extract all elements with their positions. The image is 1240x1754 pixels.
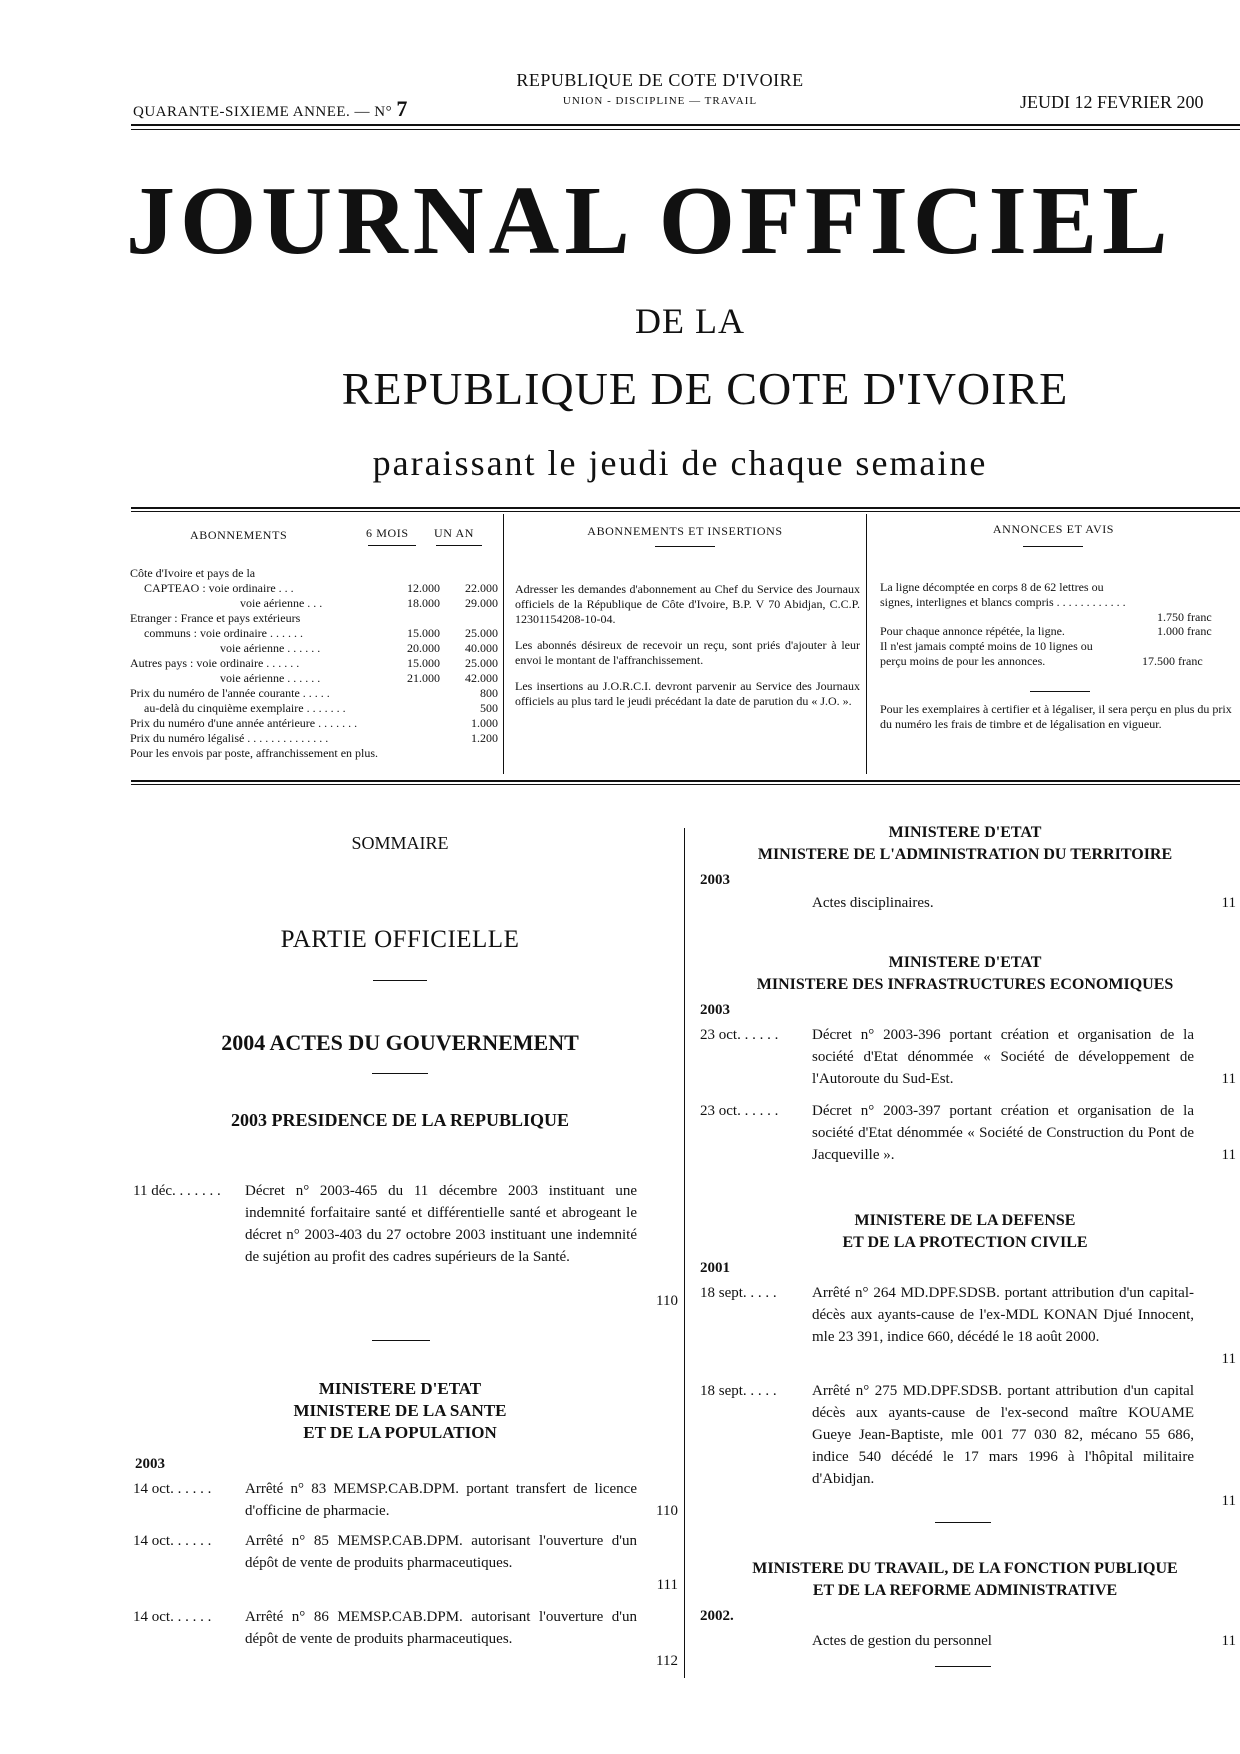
rate-label: voie aérienne . . . . . . xyxy=(220,641,321,655)
insertions-p2: Les abonnés désireux de recevoir un reçu, sont priés d'ajouter à leur envoi le montant de l'affranchissement. xyxy=(515,638,860,667)
rate-label: Autres pays : voie ordinaire . . . . . . xyxy=(130,656,300,670)
toc-entry[interactable] xyxy=(700,1100,1236,1166)
infra-heading-line: MINISTERE DES INFRASTRUCTURES ECONOMIQUES xyxy=(756,976,1174,993)
toc-entry[interactable] xyxy=(700,1380,1236,1512)
rate-6-mois: 20.000 xyxy=(407,641,440,655)
annonce-rate-price: 1.000 franc xyxy=(1157,624,1212,638)
entry-text: Actes disciplinaires. xyxy=(812,895,934,911)
annonces-rates xyxy=(880,580,1240,732)
territoire-heading xyxy=(690,822,1240,866)
rate-label: Pour les envois par poste, affranchissement en plus. xyxy=(130,746,379,760)
rate-un-an: 25.000 xyxy=(465,656,498,670)
masthead-de-la: DE LA xyxy=(635,301,745,341)
rate-un-an: 29.000 xyxy=(465,596,498,610)
entry-text: Arrêté n° 85 MEMSP.CAB.DPM. autorisant l'ouverture d'un dépôt de vente de produits pharmaceutiques. xyxy=(245,1533,637,1571)
sante-heading-line: MINISTERE D'ETAT xyxy=(318,1379,482,1398)
section-rule xyxy=(373,980,427,981)
country-name: REPUBLIQUE DE COTE D'IVOIRE xyxy=(516,70,804,90)
entry-page: 11 xyxy=(1221,1351,1236,1367)
journal-title: JOURNAL OFFICIEL xyxy=(126,167,1173,275)
rate-un-an: 22.000 xyxy=(465,581,498,595)
entry-date: 23 oct. . . . . . xyxy=(700,1027,779,1043)
rate-label: voie aérienne . . . xyxy=(240,596,323,610)
defense-year: 2001 xyxy=(700,1260,730,1276)
territoire-heading-line: MINISTERE D'ETAT xyxy=(888,824,1042,841)
box-divider-2 xyxy=(866,514,867,774)
rate-un-an: 40.000 xyxy=(465,641,498,655)
sante-heading xyxy=(130,1378,670,1444)
entry-date: 23 oct. . . . . . xyxy=(700,1103,779,1119)
edition-info xyxy=(133,96,408,122)
col-rule xyxy=(368,545,416,546)
territoire-year: 2003 xyxy=(700,872,730,888)
toc-entry[interactable] xyxy=(700,892,1236,914)
infra-year: 2003 xyxy=(700,1002,730,1018)
annonces-heading: ANNONCES ET AVIS xyxy=(992,522,1115,536)
entry-text: Actes de gestion du personnel xyxy=(812,1633,992,1649)
defense-heading-line: ET DE LA PROTECTION CIVILE xyxy=(842,1234,1088,1251)
rate-6-mois: 15.000 xyxy=(407,626,440,640)
entry-page: 11 xyxy=(1221,895,1236,911)
rate-label: Prix du numéro de l'année courante . . . . . xyxy=(130,686,330,700)
box-top-rule xyxy=(131,507,1240,509)
masthead-republic: REPUBLIQUE DE COTE D'IVOIRE xyxy=(341,363,1069,414)
section-rule xyxy=(372,1073,428,1074)
entry-text: Arrêté n° 83 MEMSP.CAB.DPM. portant transfert de licence d'officine de pharmacie. xyxy=(245,1481,637,1519)
col-6mois-header: 6 MOIS xyxy=(366,526,409,540)
defense-heading-line: MINISTERE DE LA DEFENSE xyxy=(854,1212,1076,1229)
sommaire-title: SOMMAIRE xyxy=(351,833,449,853)
rate-un-an: 800 xyxy=(480,686,498,700)
edition-label: QUARANTE-SIXIEME ANNEE. — N° xyxy=(133,104,393,120)
entry-text: Décret n° 2003-397 portant création et organisation de la société d'Etat dénommée « Société de Construction du Pont de Jacqueville ». xyxy=(812,1103,1194,1163)
box-top-rule-thin xyxy=(131,511,1240,512)
entry-text: Décret n° 2003-465 du 11 décembre 2003 instituant une indemnité forfaitaire santé et différentielle santé et abrogeant le décret n° 2003-403 du 27 octobre 2003 instituant une indemnité de sujétion au profit des cadres supérieurs de la Santé. xyxy=(245,1183,637,1265)
masthead-tagline: paraissant le jeudi de chaque semaine xyxy=(372,443,988,483)
col-1an-header: UN AN xyxy=(434,526,475,540)
rate-un-an: 500 xyxy=(480,701,498,715)
rate-6-mois: 15.000 xyxy=(407,656,440,670)
actes-heading: 2004 ACTES DU GOUVERNEMENT xyxy=(221,1030,579,1055)
travail-heading-line: ET DE LA REFORME ADMINISTRATIVE xyxy=(812,1582,1118,1599)
entry-page: 112 xyxy=(656,1653,678,1669)
rate-6-mois: 21.000 xyxy=(407,671,440,685)
entry-page: 110 xyxy=(656,1503,678,1519)
col-rule xyxy=(436,545,482,546)
annonces-rule xyxy=(1030,691,1090,692)
insertions-p1: Adresser les demandes d'abonnement au Chef du Service des Journaux officiels de la République de Côte d'Ivoire, B.P. V 70 Abidjan, C.C.P. 12301154208-10-04. xyxy=(515,582,860,626)
summary-column-divider xyxy=(684,828,685,1678)
defense-heading xyxy=(690,1210,1240,1254)
entry-text: Décret n° 2003-396 portant création et organisation de la société d'Etat dénommée « Société de développement de l'Autoroute du Sud-Est. xyxy=(812,1027,1194,1087)
toc-entry[interactable] xyxy=(133,1180,678,1330)
entry-page: 111 xyxy=(656,1577,678,1593)
rate-6-mois: 12.000 xyxy=(407,581,440,595)
header-rule xyxy=(131,124,1240,126)
annonce-rate-label: Il n'est jamais compté moins de 10 lignes ou perçu moins de pour les annonces. xyxy=(880,639,1093,668)
travail-heading-line: MINISTERE DU TRAVAIL, DE LA FONCTION PUBLIQUE xyxy=(752,1560,1178,1577)
travail-year: 2002. xyxy=(700,1608,734,1624)
rate-label: CAPTEAO : voie ordinaire . . . xyxy=(144,581,294,595)
infra-heading xyxy=(690,952,1240,996)
header-rule-thin xyxy=(131,129,1240,130)
country-header xyxy=(470,70,850,107)
subscriptions-heading: ABONNEMENTS xyxy=(190,528,288,542)
box-bottom-rule xyxy=(131,780,1240,782)
sante-heading-line: MINISTERE DE LA SANTE xyxy=(293,1401,507,1420)
box-divider-1 xyxy=(503,514,504,774)
entry-date: 11 déc. . . . . . . xyxy=(133,1183,221,1199)
section-rule xyxy=(935,1666,991,1667)
rate-label: voie aérienne . . . . . . xyxy=(220,671,321,685)
territoire-heading-line: MINISTERE DE L'ADMINISTRATION DU TERRITOIRE xyxy=(757,846,1173,863)
rate-un-an: 25.000 xyxy=(465,626,498,640)
annonce-rate-price: 1.750 franc xyxy=(1157,610,1212,624)
rate-label: Prix du numéro légalisé . . . . . . . . . . . . . . xyxy=(130,731,329,745)
section-rule xyxy=(372,1340,430,1341)
rate-label: Côte d'Ivoire et pays de la xyxy=(130,566,256,580)
box-bottom-rule-thin xyxy=(131,784,1240,785)
issue-number: 7 xyxy=(396,96,408,121)
entry-page: 11 xyxy=(1221,1633,1236,1649)
entry-text: Arrêté n° 275 MD.DPF.SDSB. portant attribution d'un capital décès aux ayants-cause de l'ex-second maître KOUAME Gueye Jean-Baptiste, mle 001 77 030 82, mécano 55 686, indice 540 décédé le 17 mars 1996 à l'hôpital militaire d'Abidjan. xyxy=(812,1383,1194,1487)
insertions-text xyxy=(515,582,860,720)
insertions-heading: ABONNEMENTS ET INSERTIONS xyxy=(587,524,783,538)
toc-entry[interactable] xyxy=(700,1024,1236,1090)
rate-6-mois: 18.000 xyxy=(407,596,440,610)
toc-entry[interactable] xyxy=(133,1530,678,1596)
sante-heading-line: ET DE LA POPULATION xyxy=(303,1423,497,1442)
entry-date: 18 sept. . . . . xyxy=(700,1285,777,1301)
entry-text: Arrêté n° 264 MD.DPF.SDSB. portant attribution d'un capital-décès aux ayants-cause de l'ex-MDL KONAN Djué Innocent, mle 23 391, indice 660, décédé le 18 août 2000. xyxy=(812,1285,1194,1345)
rate-label: Etranger : France et pays extérieurs xyxy=(130,611,301,625)
entry-date: 14 oct. . . . . . xyxy=(133,1533,212,1549)
rate-un-an: 42.000 xyxy=(465,671,498,685)
section-rule xyxy=(935,1522,991,1523)
national-motto: UNION - DISCIPLINE — TRAVAIL xyxy=(562,95,758,107)
heading-rule xyxy=(655,546,715,547)
toc-entry[interactable] xyxy=(700,1630,1236,1652)
rate-un-an: 1.200 xyxy=(471,731,498,745)
annonce-rate-price: 17.500 franc xyxy=(1142,654,1203,668)
sante-year: 2003 xyxy=(135,1456,165,1472)
rate-un-an: 1.000 xyxy=(471,716,498,730)
entry-text: Arrêté n° 86 MEMSP.CAB.DPM. autorisant l'ouverture d'un dépôt de vente de produits pharmaceutiques. xyxy=(245,1609,637,1647)
infra-heading-line: MINISTERE D'ETAT xyxy=(888,954,1042,971)
partie-officielle-title: PARTIE OFFICIELLE xyxy=(280,926,520,953)
entry-page: 11 xyxy=(1221,1071,1236,1087)
entry-page: 11 xyxy=(1221,1493,1236,1509)
insertions-p3: Les insertions au J.O.R.C.I. devront parvenir au Service des Journaux officiels au plus tard le jeudi précédant la date de parution du « J.O. ». xyxy=(515,679,860,708)
rate-label: communs : voie ordinaire . . . . . . xyxy=(144,626,303,640)
issue-date: JEUDI 12 FEVRIER 200 xyxy=(1020,92,1204,112)
rate-label: Prix du numéro d'une année antérieure . . . . . . . xyxy=(130,716,358,730)
entry-date: 14 oct. . . . . . xyxy=(133,1481,212,1497)
toc-entry[interactable] xyxy=(133,1478,678,1522)
heading-rule xyxy=(1023,546,1083,547)
rate-label: au-delà du cinquième exemplaire . . . . . . . xyxy=(144,701,346,715)
annonces-note: Pour les exemplaires à certifier et à légaliser, il sera perçu en plus du prix du numéro les frais de timbre et de légalisation en vigueur. xyxy=(880,702,1232,731)
presidence-heading: 2003 PRESIDENCE DE LA REPUBLIQUE xyxy=(230,1110,570,1130)
entry-date: 18 sept. . . . . xyxy=(700,1383,777,1399)
toc-entry[interactable] xyxy=(133,1606,678,1672)
annonce-rate-label: Pour chaque annonce répétée, la ligne. xyxy=(880,624,1065,638)
toc-entry[interactable] xyxy=(700,1282,1236,1370)
travail-heading xyxy=(690,1558,1240,1602)
entry-page: 11 xyxy=(1221,1147,1236,1163)
annonce-rate-label: La ligne décomptée en corps 8 de 62 lettres ou signes, interlignes et blancs compris . . . . . . . . . . . . xyxy=(880,580,1126,609)
entry-page: 110 xyxy=(656,1293,678,1309)
entry-date: 14 oct. . . . . . xyxy=(133,1609,212,1625)
